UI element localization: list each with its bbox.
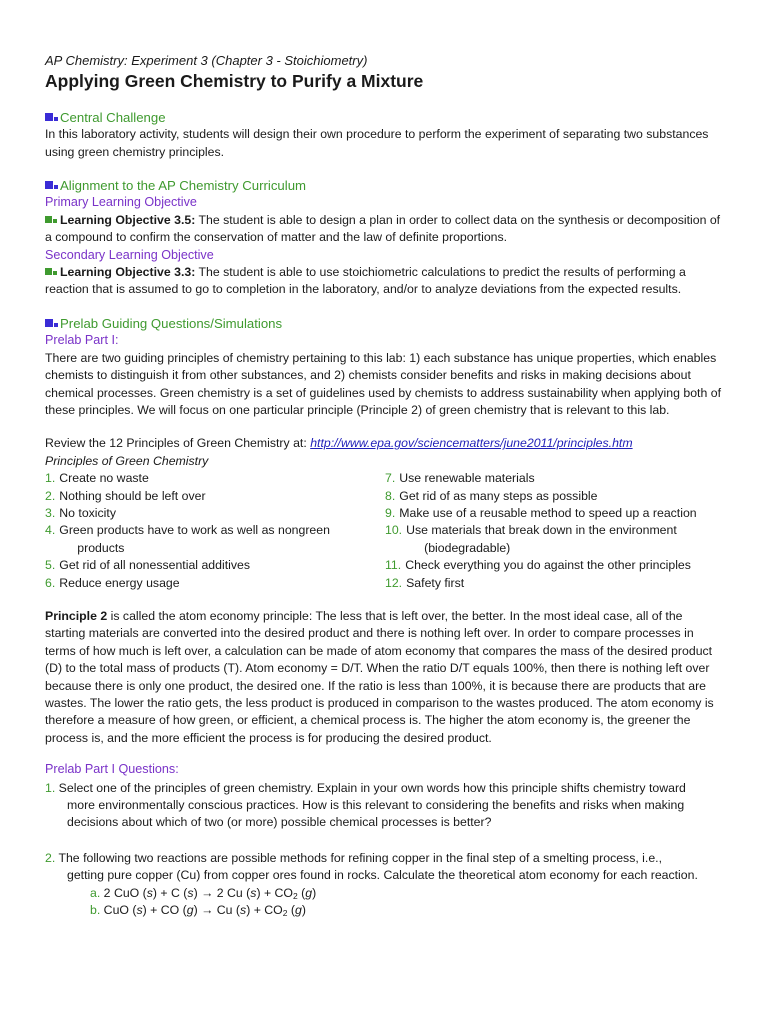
question-2: 2. The following two reactions are possible methods for refining copper in the final step of a smelting process, i.e., getting pure copper (Cu) from copper ores found in rocks. Calculate the theoretical atom economy for each reaction. a. 2 CuO (s) + C (s) → 2 Cu $(s) + CO_2$ (g) b. CuO (s) + CO (g) → Cu $(s) + CO_2$ (g) — [45, 850, 725, 920]
principle-number: 10. — [385, 523, 403, 538]
bullet-square-icon — [45, 216, 52, 223]
principles-list — [45, 470, 725, 592]
principle-text: Safety first — [406, 575, 465, 590]
principle-number: 1. — [45, 471, 56, 486]
principle-item — [385, 488, 725, 505]
prelab-part1-heading: Prelab Part I: — [45, 333, 119, 348]
principles-title: Principles of Green Chemistry — [45, 453, 209, 468]
principle-item — [385, 557, 725, 574]
principle-number: 6. — [45, 575, 56, 590]
bullet-square-icon — [45, 268, 52, 275]
principle-number: 12. — [385, 575, 403, 590]
principles-left-column — [45, 470, 385, 592]
prelab-questions-heading: Prelab Part I Questions: — [45, 762, 179, 777]
principle-number: 3. — [45, 505, 56, 520]
bullet-square-icon — [54, 185, 58, 189]
prelab-part1-text: There are two guiding principles of chemistry pertaining to this lab: 1) each substance has unique properties, which enables chemists to distinguish it from other substances, and 2) chemists consider benefits and risks in making decisions about chemical processes. Green chemistry is a set of guidelines used by chemists to address sustainability when applying both of these principles. We will focus on one particular principle (Principle 2) of green chemistry that is relevant to this lab. — [45, 350, 721, 417]
secondary-objective-heading: Secondary Learning Objective — [45, 247, 214, 262]
bullet-square-icon — [53, 219, 57, 223]
principle-item — [385, 505, 725, 522]
principle-text: Make use of a reusable method to speed up a reaction — [399, 505, 697, 520]
principles-right-column — [385, 470, 725, 592]
principle-text-continued: (biodegradable) — [424, 540, 511, 555]
principle-text: Create no waste — [59, 471, 149, 486]
principle-item — [45, 522, 385, 557]
principle-item — [45, 575, 385, 592]
principle-item — [45, 488, 385, 505]
principle-text: Use renewable materials — [399, 471, 535, 486]
principle-text-continued: products — [77, 540, 125, 555]
principle-text: Nothing should be left over — [59, 488, 206, 503]
principle-item — [45, 557, 385, 574]
bullet-square-icon — [45, 319, 53, 327]
review-line: Review the 12 Principles of Green Chemistry at: http://www.epa.gov/sciencematters/june2011/principles.htm — [45, 436, 633, 451]
primary-objective-heading: Primary Learning Objective — [45, 195, 197, 210]
reaction-a: a. 2 CuO (s) + C (s) → 2 Cu $(s) + CO_2$ (g) — [90, 885, 317, 901]
primary-objective-text: Learning Objective 3.5: The student is able to design a plan in order to collect data on the synthesis or decomposition of a compound to confirm the conservation of matter and the law of definite proportions. — [45, 212, 721, 245]
principle-text: Check everything you do against the other principles — [405, 558, 691, 573]
principle-item — [385, 575, 725, 592]
secondary-objective-text: Learning Objective 3.3: The student is able to use stoichiometric calculations to predict the results of performing a reaction that is assumed to go to completion in the laboratory, and/or to analyze deviations from the expected results. — [45, 265, 686, 297]
principle-item — [45, 470, 385, 487]
principle-item — [385, 522, 725, 557]
principle-text: Use materials that break down in the environment — [406, 523, 677, 538]
principle-text: Reduce energy usage — [59, 575, 180, 590]
principle2-paragraph: Principle 2 is called the atom economy principle: The less that is left over, the better. In the most ideal case, all of the starting materials are converted into the desired product and there is nothing left over. In order to compare processes in terms of how much is left over, a calculation can be made of atom economy that compares the mass of the desired product (D) to the total mass of products (T). Atom economy = D/T. When the ratio D/T equals 100%, then there is nothing left over because there is only one product, the desired one. If the ratio is less than 100%, it is because there are products that are wastes. The lower the ratio gets, the less product is produced in comparison to the wastes produced. The atom economy is therefore a measure of how green, or efficient, a chemical process is. The higher the atom economy is, the greener the process is, and the more efficient the process is for producing the desired product. — [45, 608, 714, 745]
principle-text: No toxicity — [59, 505, 116, 520]
principle-number: 11. — [385, 558, 402, 573]
page-title: Applying Green Chemistry to Purify a Mixture — [45, 71, 424, 92]
document-page — [45, 52, 725, 919]
principle-item — [45, 505, 385, 522]
bullet-square-icon — [53, 271, 57, 275]
principle-number: 8. — [385, 488, 396, 503]
central-challenge-heading: Central Challenge — [45, 109, 725, 126]
prelab-heading: Prelab Guiding Questions/Simulations — [45, 315, 725, 332]
principle-number: 5. — [45, 558, 56, 573]
bullet-square-icon — [54, 117, 58, 121]
reaction-b: b. CuO (s) + CO (g) → Cu $(s) + CO_2$ (g) — [90, 903, 306, 919]
alignment-heading: Alignment to the AP Chemistry Curriculum — [45, 177, 725, 194]
question-1: 1. Select one of the principles of green chemistry. Explain in your own words how this principle shifts chemistry toward more environmentally conscious practices. How is this relevant to considering the benefits and risks when making decisions about which of two (or more) possible chemical processes is better? — [45, 780, 686, 830]
principle-number: 2. — [45, 488, 56, 503]
principle-number: 9. — [385, 505, 396, 520]
course-kicker: AP Chemistry: Experiment 3 (Chapter 3 - Stoichiometry) — [45, 53, 368, 68]
principle-text: Get rid of as many steps as possible — [399, 488, 598, 503]
principle-number: 4. — [45, 523, 56, 538]
principle-text: Get rid of all nonessential additives — [59, 558, 250, 573]
principle-number: 7. — [385, 471, 396, 486]
central-challenge-text: In this laboratory activity, students will design their own procedure to perform the experiment of separating two substances using green chemistry principles. — [45, 127, 709, 159]
principles-link[interactable]: http://www.epa.gov/sciencematters/june2011/principles.htm — [310, 436, 633, 451]
principle-text: Green products have to work as well as nongreen — [59, 523, 330, 538]
bullet-square-icon — [54, 323, 58, 327]
bullet-square-icon — [45, 113, 53, 121]
bullet-square-icon — [45, 181, 53, 189]
principle-item — [385, 470, 725, 487]
